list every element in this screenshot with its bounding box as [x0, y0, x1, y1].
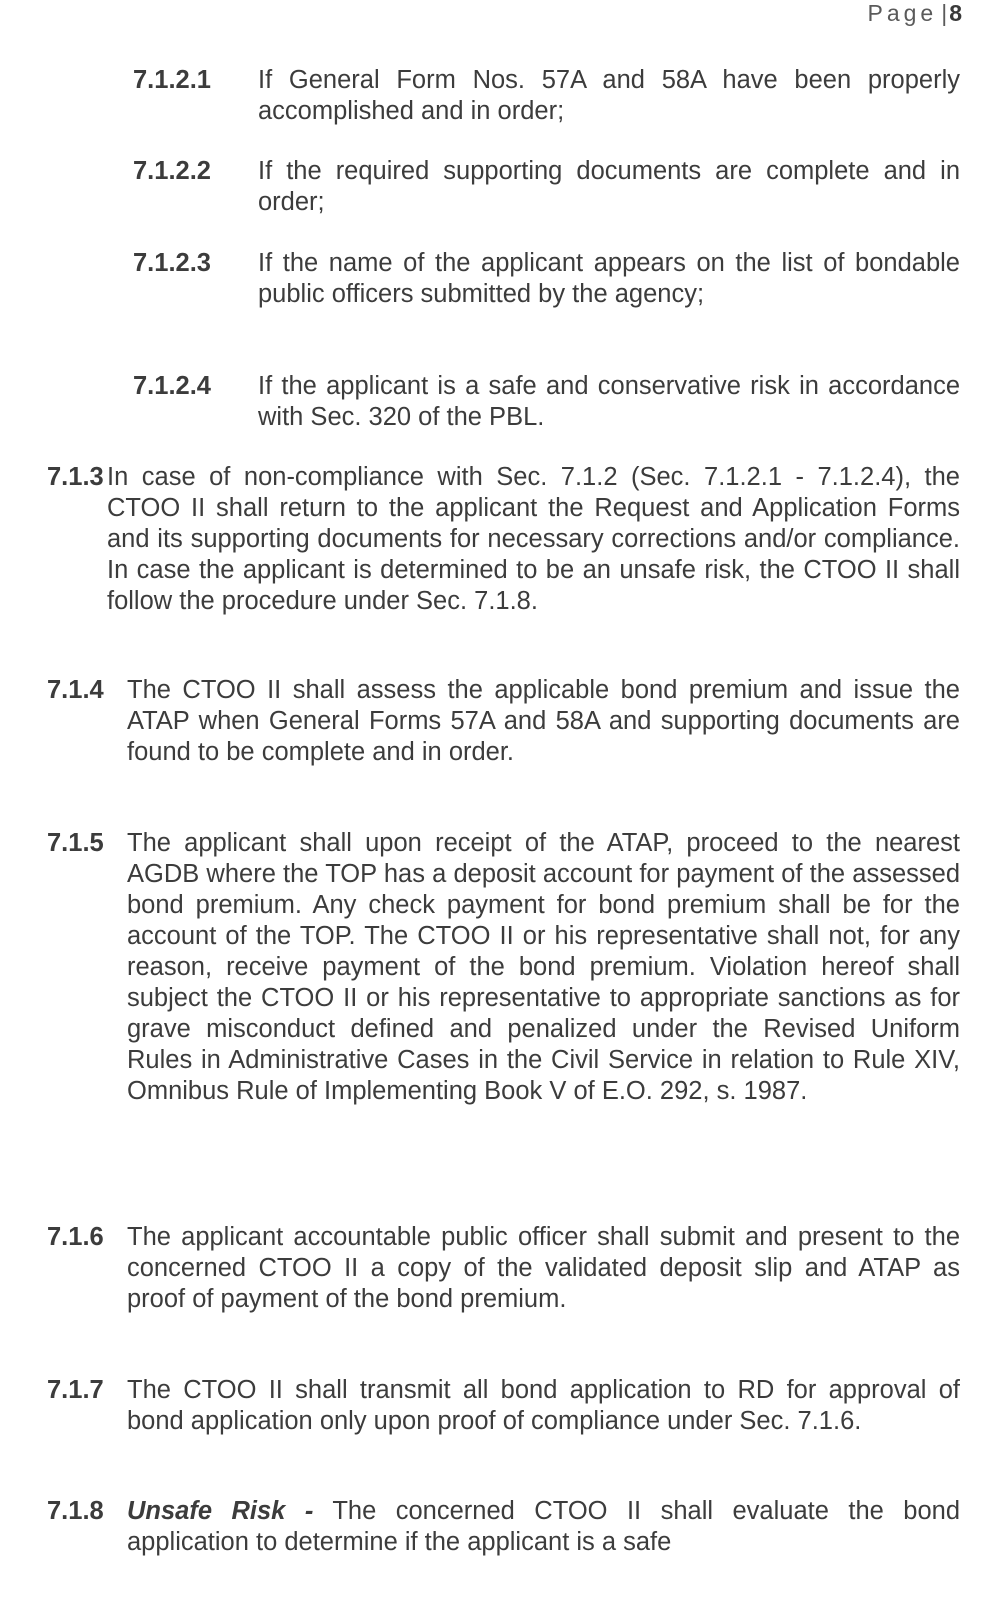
- section-number: 7.1.7: [47, 1376, 104, 1404]
- section-text: If General Form Nos. 57A and 58A have been properly accomplished and in order;: [258, 66, 960, 125]
- section-text: The CTOO II shall assess the applicable bond premium and issue the ATAP when General Forms 57A and 58A and supporting documents are found to be complete and in order.: [127, 676, 960, 766]
- section-7-1-6: [47, 1222, 960, 1315]
- section-text-content: The concerned CTOO II shall evaluate the bond application to determine if the applicant is a safe: [127, 1497, 961, 1556]
- section-text: In case of non-compliance with Sec. 7.1.2 (Sec. 7.1.2.1 - 7.1.2.4), the CTOO II shall return to the applicant the Request and Application Forms and its supporting documents for necessary corrections and/or compliance. In case the applicant is determined to be an unsafe risk, the CTOO II shall follow the procedure under Sec. 7.1.8.: [107, 463, 960, 615]
- section-text: [127, 1496, 960, 1558]
- section-number: 7.1.2.3: [133, 249, 211, 277]
- section-heading: Unsafe Risk -: [127, 1497, 314, 1525]
- section-7-1-2-2: [133, 156, 960, 218]
- page-label: Page: [867, 0, 938, 26]
- section-7-1-2-3: [133, 248, 960, 310]
- section-text: If the name of the applicant appears on the list of bondable public officers submitted by the agency;: [258, 249, 960, 308]
- section-7-1-2-1: [133, 65, 960, 127]
- section-7-1-4: [47, 675, 960, 768]
- section-number: 7.1.8: [47, 1497, 104, 1525]
- section-7-1-8: [47, 1496, 960, 1558]
- section-7-1-2-4: [133, 371, 960, 433]
- section-number: 7.1.6: [47, 1223, 104, 1251]
- section-number: 7.1.2.1: [133, 66, 211, 94]
- section-number: 7.1.5: [47, 829, 104, 857]
- section-text: If the applicant is a safe and conservative risk in accordance with Sec. 320 of the PBL.: [258, 372, 960, 431]
- section-text: The CTOO II shall transmit all bond application to RD for approval of bond application only upon proof of compliance under Sec. 7.1.6.: [127, 1376, 960, 1435]
- section-7-1-7: [47, 1375, 960, 1437]
- section-text: The applicant accountable public officer shall submit and present to the concerned CTOO II a copy of the validated deposit slip and ATAP as proof of payment of the bond premium.: [127, 1223, 960, 1313]
- section-number: 7.1.2.4: [133, 372, 211, 400]
- section-text: If the required supporting documents are complete and in order;: [258, 157, 960, 216]
- section-7-1-5: [47, 828, 960, 1107]
- section-number: 7.1.4: [47, 676, 104, 704]
- page-header: [868, 0, 963, 27]
- section-number: 7.1.3: [47, 463, 104, 491]
- section-text: The applicant shall upon receipt of the ATAP, proceed to the nearest AGDB where the TOP has a deposit account for payment of the assessed bond premium. Any check payment for bond premium shall be for the account of the TOP. The CTOO II or his representative shall not, for any reason, receive payment of the bond premium. Violation hereof shall subject the CTOO II or his representative to appropriate sanctions as for grave misconduct defined and penalized under the Revised Uniform Rules in Administrative Cases in the Civil Service in relation to Rule XIV, Omnibus Rule of Implementing Book V of E.O. 292, s. 1987.: [127, 829, 960, 1105]
- page-number: 8: [949, 0, 962, 26]
- section-number: 7.1.2.2: [133, 157, 211, 185]
- section-7-1-3: [47, 462, 960, 617]
- page-separator: |: [941, 0, 948, 26]
